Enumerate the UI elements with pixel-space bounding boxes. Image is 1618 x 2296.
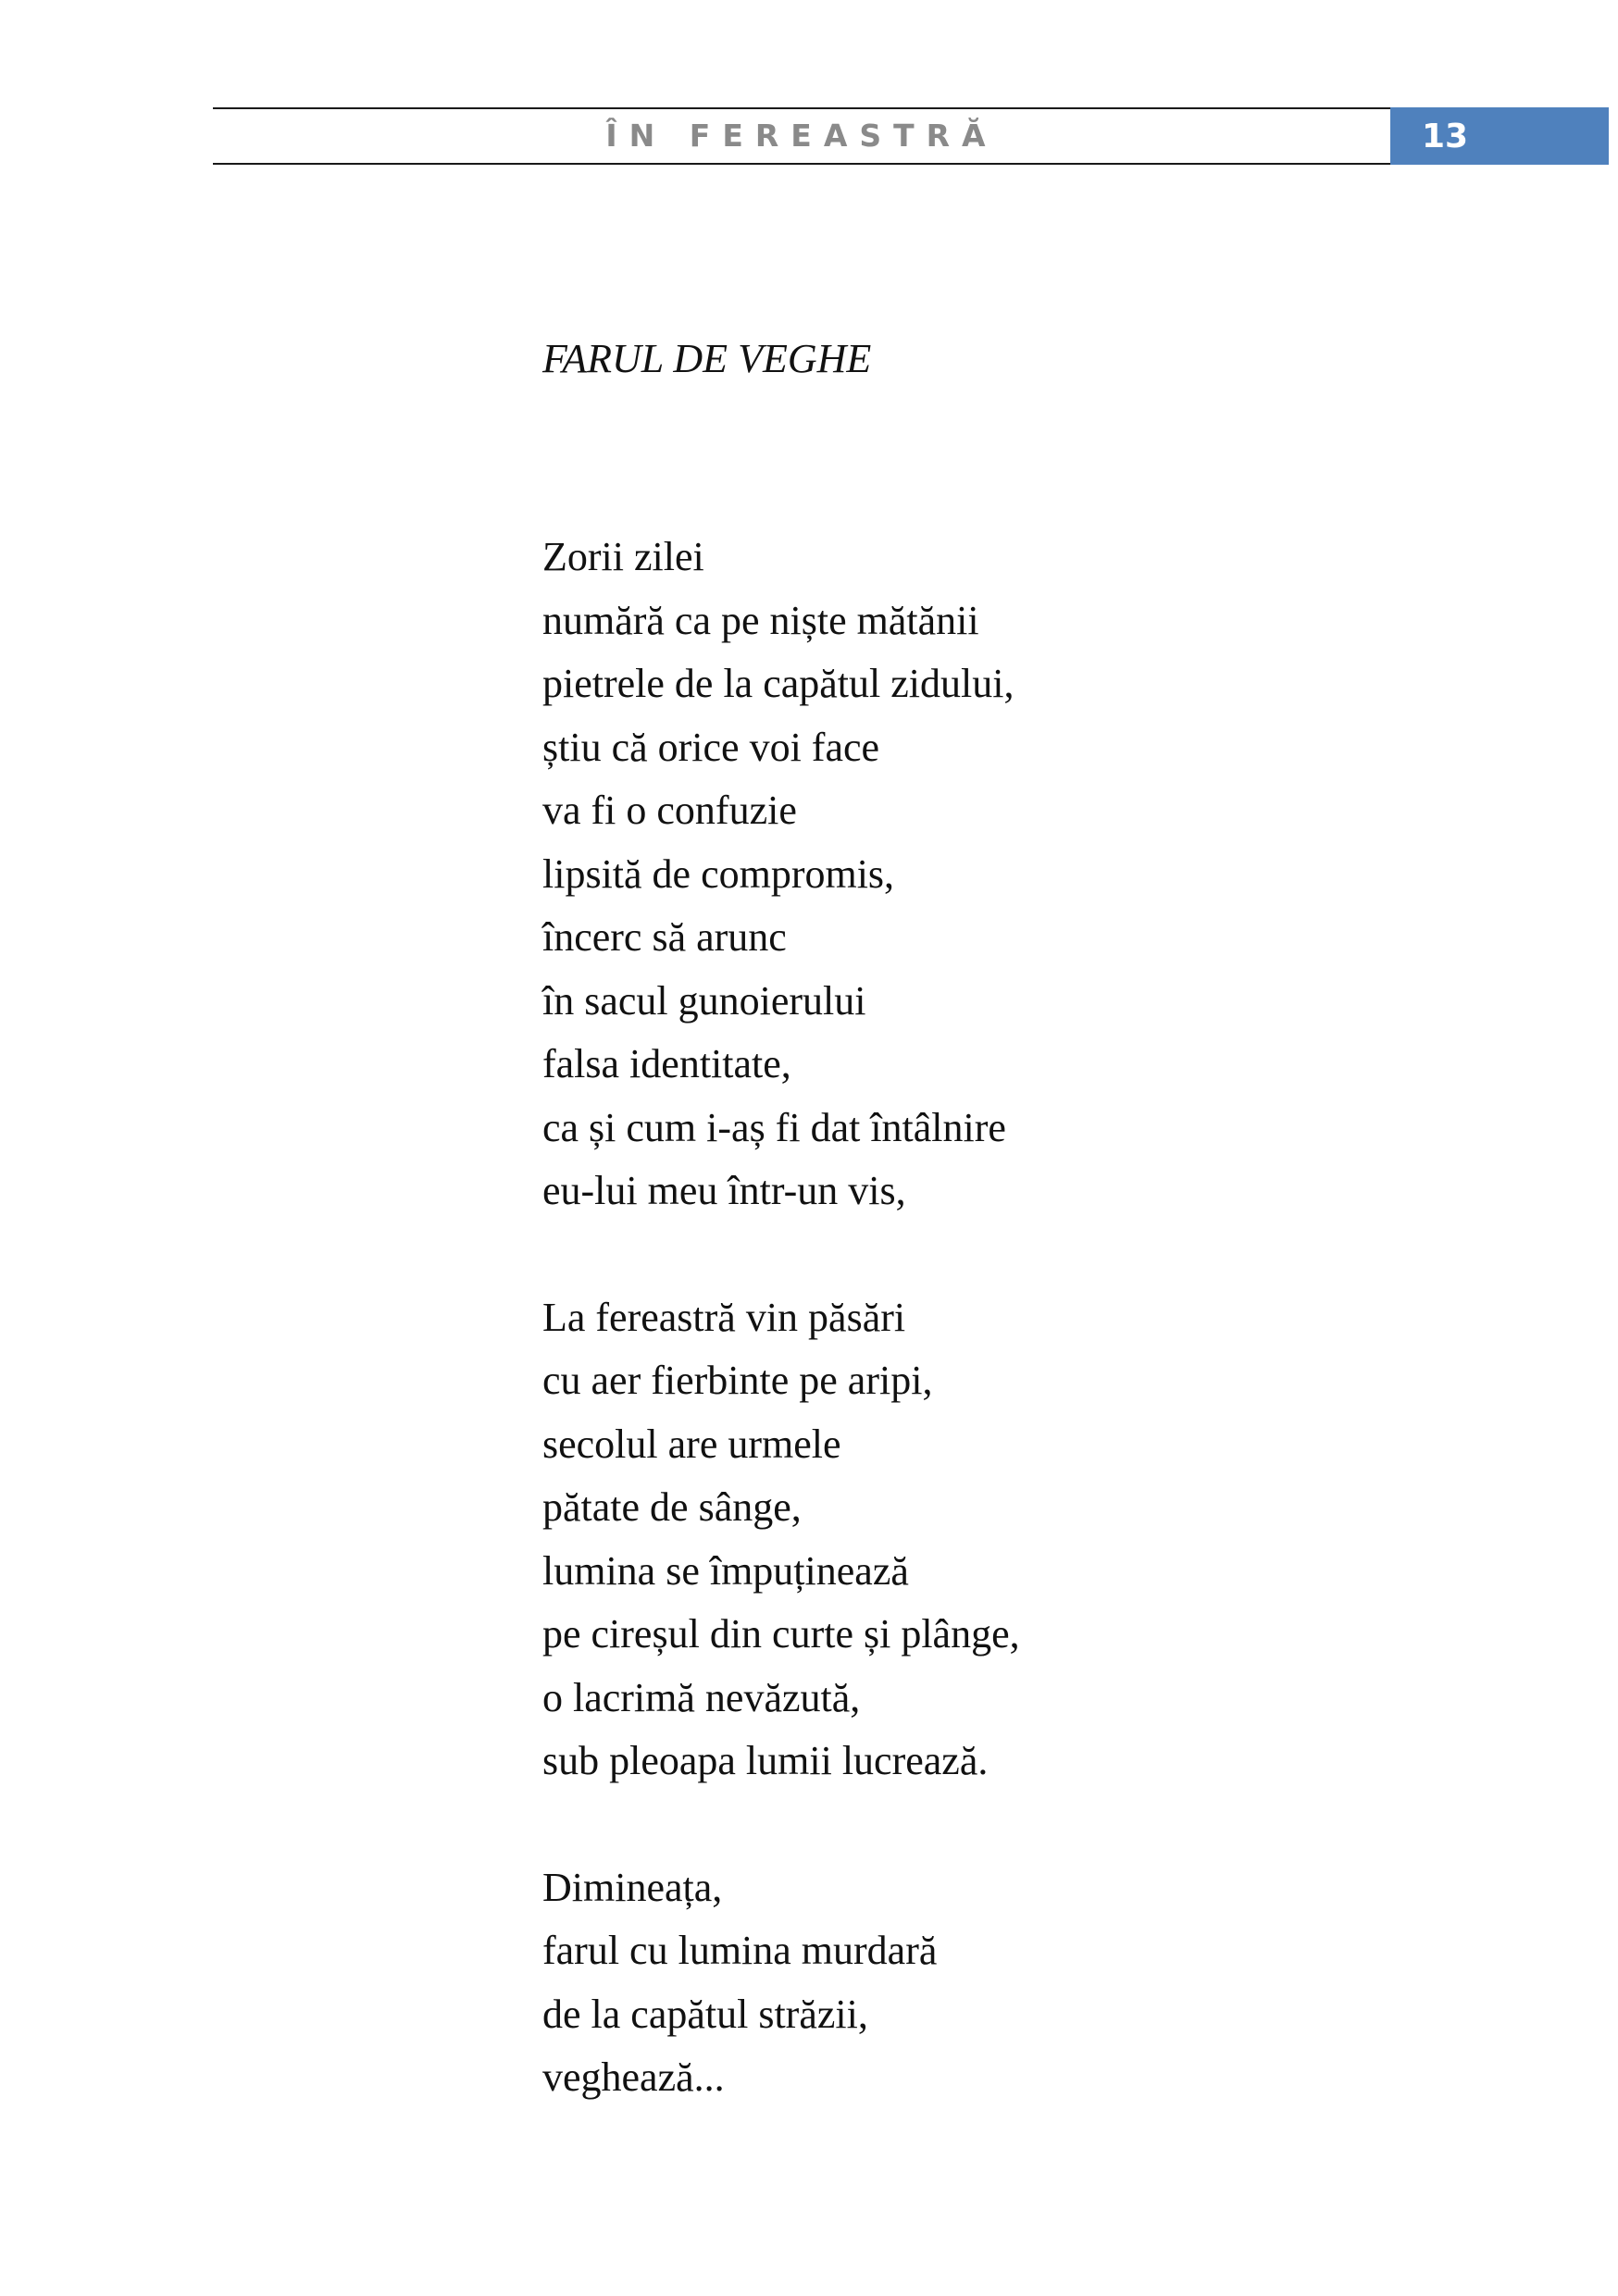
page-header [213, 107, 1609, 165]
poem-line: lumina se împuținează [542, 1547, 909, 1594]
poem-line: pătate de sânge, [542, 1484, 802, 1530]
poem-line: lipsită de compromis, [542, 850, 895, 897]
poem-line: ca și cum i-aș fi dat întâlnire [542, 1104, 1006, 1150]
poem-line: în sacul gunoierului [542, 977, 866, 1024]
poem-line: eu-lui meu într-un vis, [542, 1168, 906, 1213]
stanza-2 [542, 1286, 1468, 1793]
poem-line: o lacrimă nevăzută, [542, 1674, 861, 1720]
poem-line: Zorii zilei [542, 534, 704, 579]
poem-body [542, 526, 1468, 2173]
stanza-3 [542, 1856, 1468, 2110]
page-number-box [1390, 107, 1609, 165]
running-title: ÎN FEREASTRĂ [605, 118, 998, 154]
poem-line: pietrele de la capătul zidului, [542, 661, 1014, 706]
poem-line: falsa identitate, [542, 1041, 791, 1086]
poem-line: La fereastră vin păsări [542, 1294, 906, 1340]
stanza-1 [542, 526, 1468, 1223]
poem [542, 333, 1468, 2100]
poem-line: farul cu lumina murdară [542, 1928, 938, 1973]
header-bottom-rule [213, 163, 1390, 165]
poem-line: cu aer fierbinte pe aripi, [542, 1358, 933, 1403]
poem-line: pe cireșul din curte și plânge, [542, 1611, 1020, 1657]
poem-line: secolul are urmele [542, 1421, 841, 1467]
poem-line: știu că orice voi face [542, 724, 880, 770]
poem-line: încerc să arunc [542, 914, 787, 960]
poem-title: FARUL DE VEGHE [542, 336, 872, 381]
poem-line: numără ca pe niște mătănii [542, 597, 979, 643]
poem-line: Dimineața, [542, 1864, 723, 1910]
poem-line: veghează... [542, 2054, 725, 2100]
page-number: 13 [1422, 118, 1469, 155]
poem-line: de la capătul străzii, [542, 1991, 868, 2037]
poem-line: sub pleoapa lumii lucrează. [542, 1738, 989, 1783]
poem-line: va fi o confuzie [542, 788, 797, 833]
